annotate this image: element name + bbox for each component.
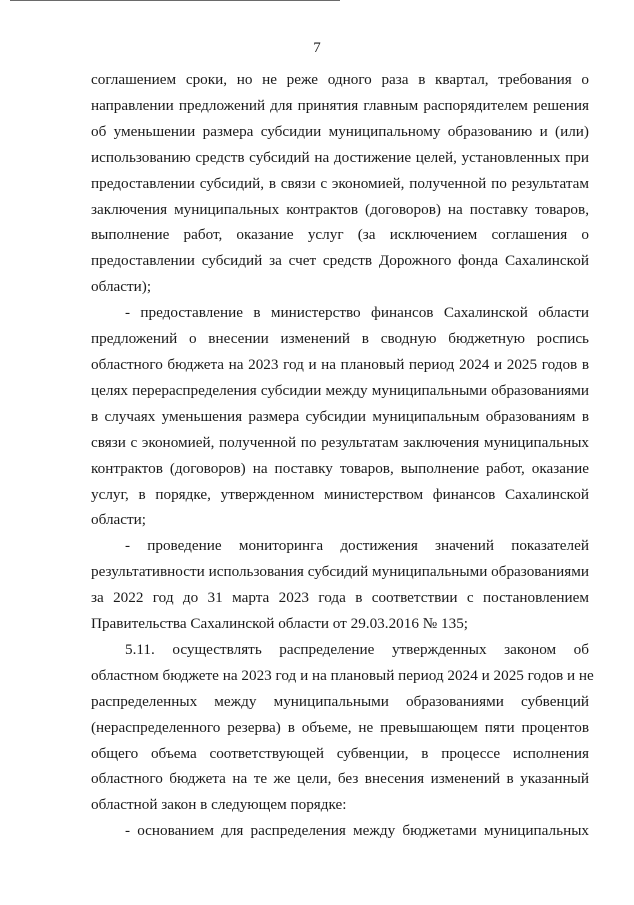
text-line: использованию средств субсидий на достижение целей, установленных при	[91, 148, 589, 166]
text-line: за 2022 год до 31 марта 2023 года в соответствии с постановлением	[91, 589, 589, 607]
text-line: - проведение мониторинга достижения значений показателей	[125, 537, 589, 555]
paragraph	[91, 533, 589, 637]
text-line: областного бюджета на 2023 год и на плановый период 2024 и 2025 годов в	[91, 355, 589, 373]
text-line: областного бюджета на те же цели, без внесения изменений в указанный	[91, 770, 589, 788]
text-line: услуг, в порядке, утвержденном министерством финансов Сахалинской	[91, 485, 589, 503]
top-rule-divider	[10, 0, 340, 1]
text-line: соглашением сроки, но не реже одного раза в квартал, требования о	[91, 71, 589, 88]
text-line: (нераспределенного резерва) в объеме, не превышающем пяти процентов	[91, 718, 589, 736]
text-line: контрактов (договоров) на поставку товаров, выполнение работ, оказание	[91, 459, 589, 477]
text-line: предоставлении субсидий, в связи с экономией, полученной по результатам	[91, 174, 589, 192]
paragraph	[91, 67, 589, 300]
text-line: областном бюджете на 2023 год и на плановый период 2024 и 2025 годов и не	[91, 666, 594, 684]
page-number: 7	[313, 40, 321, 56]
text-line: 5.11. осуществлять распределение утвержденных законом об	[125, 640, 589, 658]
text-line: направлении предложений для принятия главным распорядителем решения	[91, 96, 589, 114]
text-line: целях перераспределения субсидии между муниципальными образованиями	[91, 381, 589, 399]
text-line: предложений о внесении изменений в сводную бюджетную роспись	[91, 330, 589, 348]
text-line: результативности использования субсидий муниципальными образованиями	[91, 563, 589, 581]
text-line: - предоставление в министерство финансов Сахалинской области	[125, 304, 589, 322]
document-body	[91, 67, 594, 844]
text-line: предоставлении субсидий за счет средств Дорожного фонда Сахалинской	[91, 252, 589, 270]
paragraph	[91, 300, 589, 533]
text-line: общего объема соответствующей субвенции, в процессе исполнения	[91, 744, 589, 762]
text-line: областной закон в следующем порядке:	[91, 796, 347, 814]
text-line: выполнение работ, оказание услуг (за исключением соглашения о	[91, 226, 589, 244]
text-line: в случаях уменьшения размера субсидии муниципальным образованиям в	[91, 407, 589, 425]
paragraph	[91, 637, 594, 818]
text-line: области;	[91, 511, 146, 529]
text-line: - основанием для распределения между бюджетами муниципальных	[125, 822, 589, 840]
text-line: Правительства Сахалинской области от 29.03.2016 № 135;	[91, 615, 469, 633]
text-line: распределенных между муниципальными образованиями субвенций	[91, 692, 589, 710]
paragraph	[91, 818, 589, 844]
text-line: связи с экономией, полученной по результатам заключения муниципальных	[91, 433, 589, 451]
text-line: заключения муниципальных контрактов (договоров) на поставку товаров,	[91, 200, 589, 218]
text-line: области);	[91, 278, 152, 296]
text-line: об уменьшении размера субсидии муниципальному образованию и (или)	[91, 122, 589, 140]
